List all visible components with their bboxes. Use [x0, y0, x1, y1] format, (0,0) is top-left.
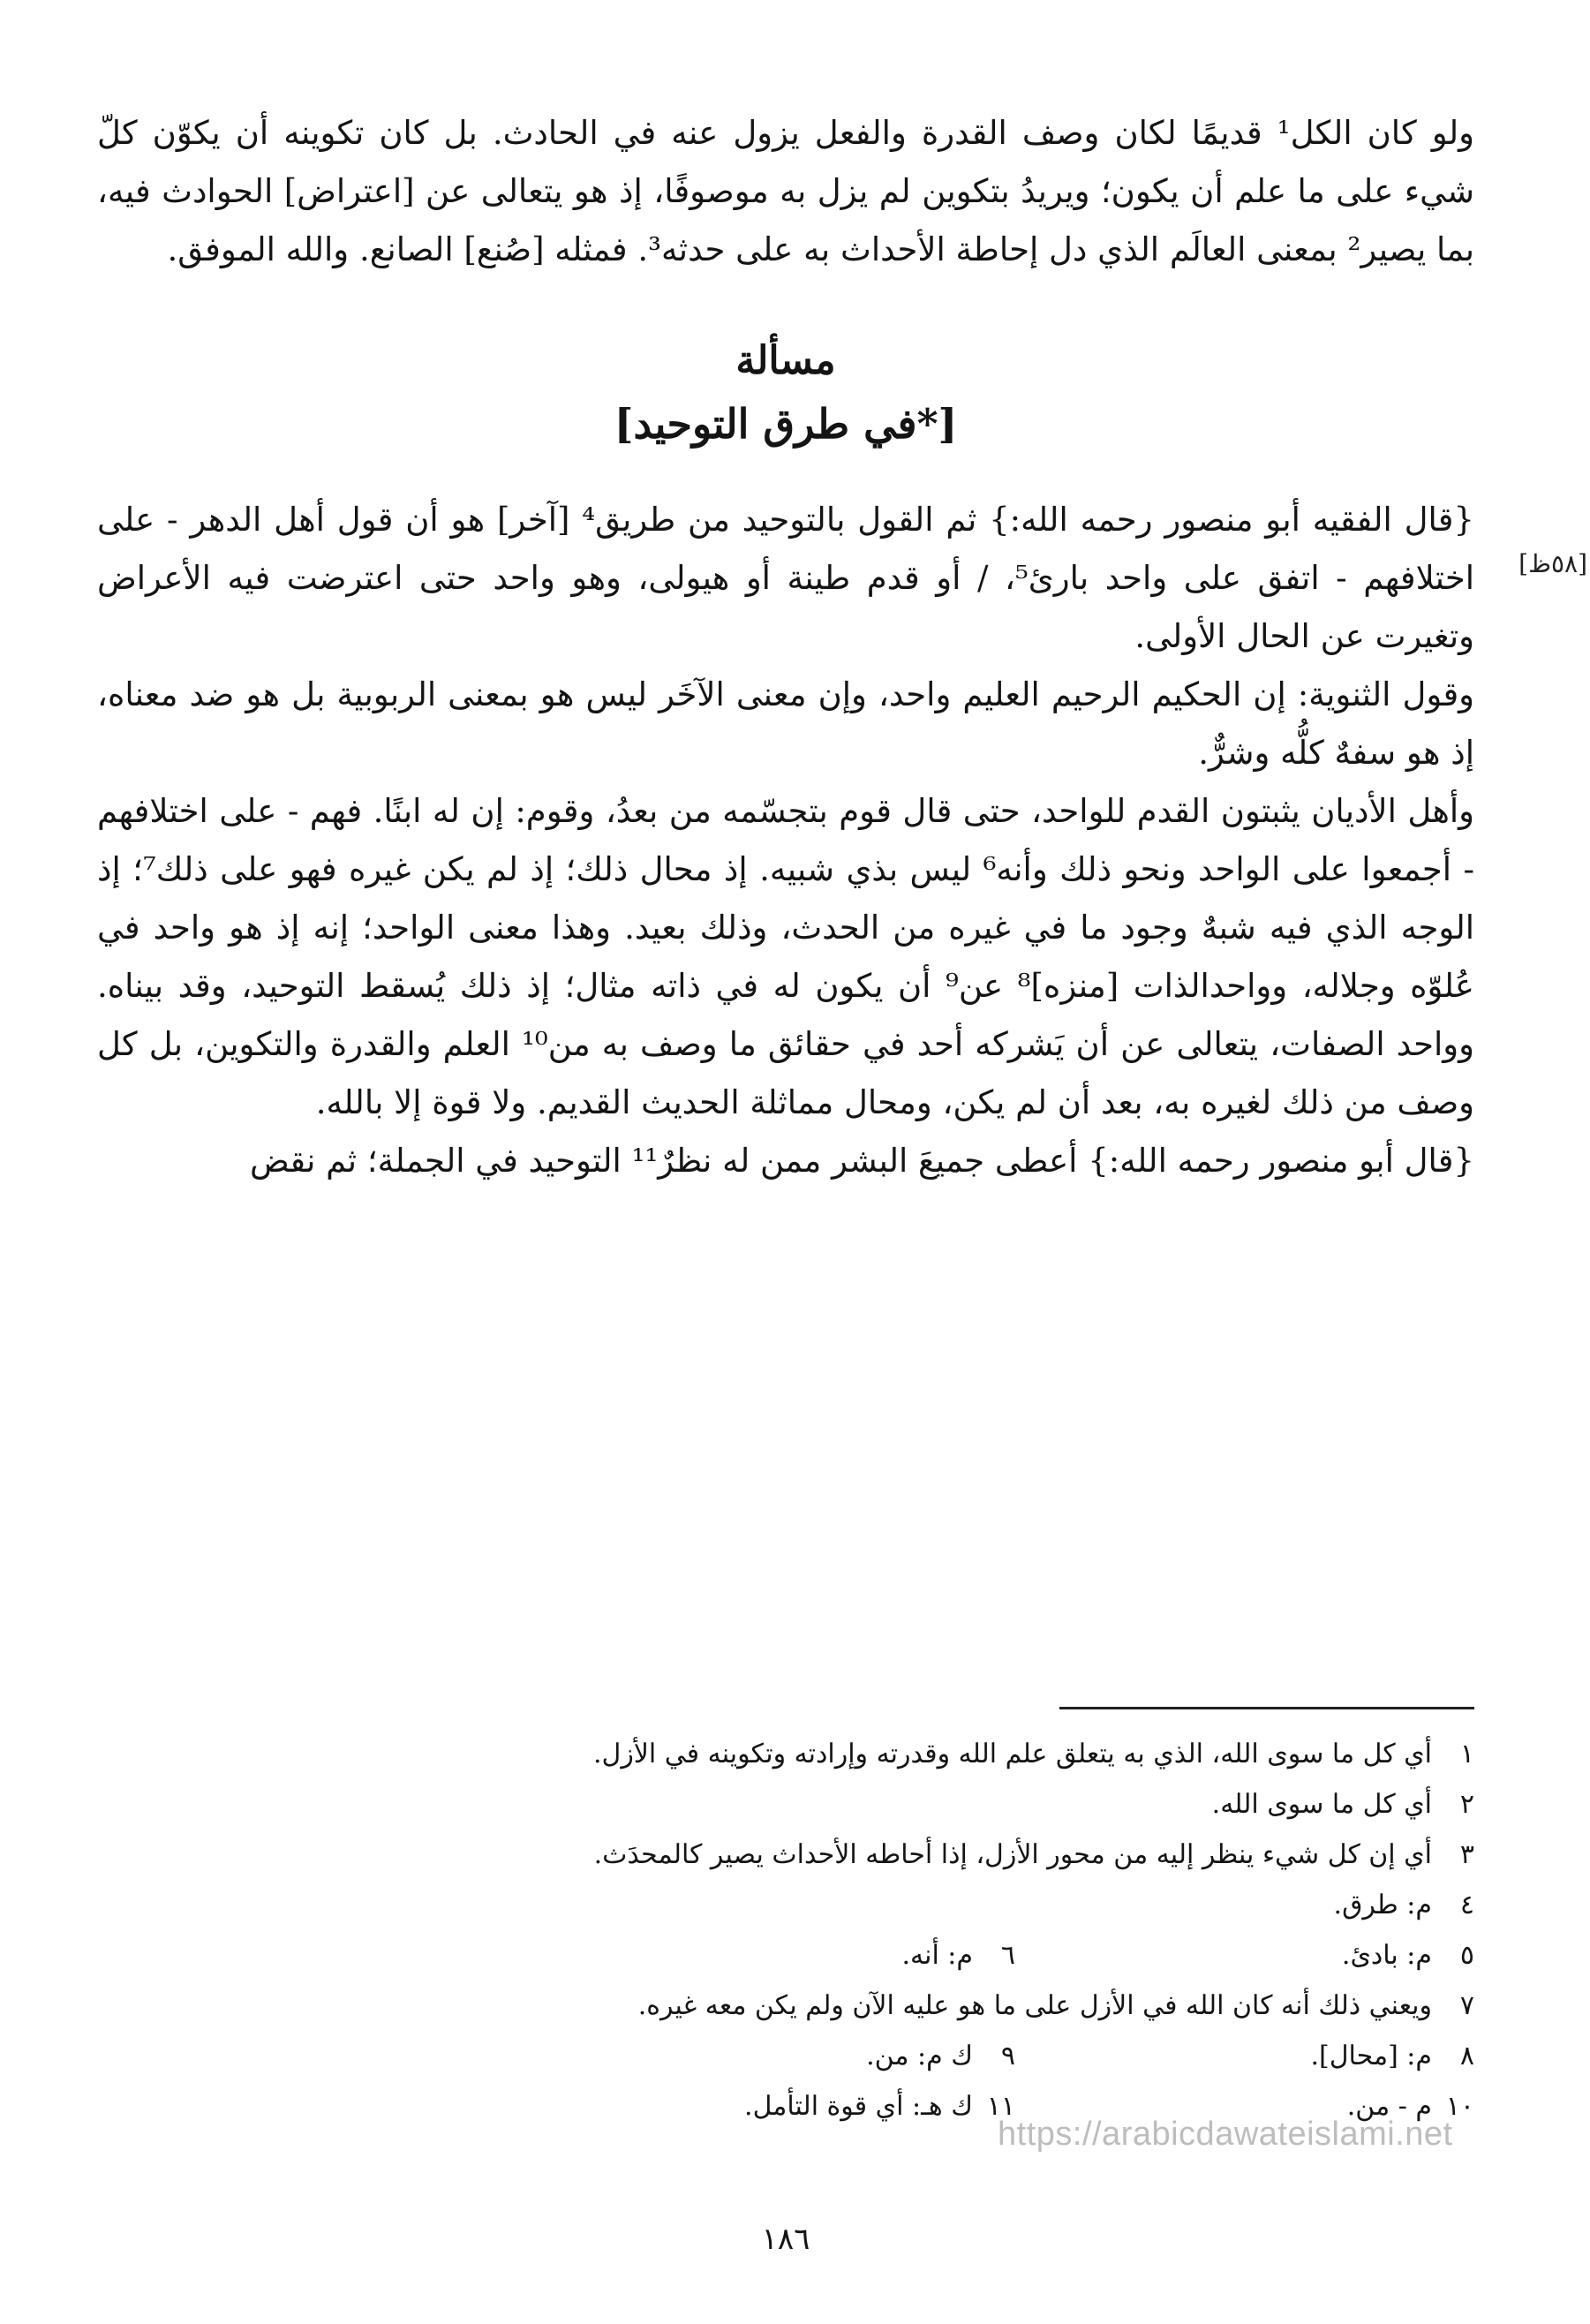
footnote-number: ٤	[1459, 1890, 1474, 1920]
footnote-number: ٢	[1459, 1789, 1474, 1820]
footnote-text: أي كل ما سوى الله.	[1211, 1789, 1432, 1820]
paragraph-body-2: وقول الثنوية: إن الحكيم الرحيم العليم واحد، وإن معنى الآخَر ليس هو بمعنى الربوبية بل هو ضد معناه، إذ هو سفهٌ كلُّه وشرٌّ.	[97, 675, 1474, 772]
footnote-number: ٦	[1000, 1940, 1015, 1971]
footnote-text: م: أنه.	[901, 1940, 973, 1971]
footnote-number: ٥	[1459, 1940, 1474, 1971]
watermark-url: https://arabicdawateislami.net	[998, 2116, 1453, 2153]
book-page	[97, 104, 1587, 2294]
manuscript-folio-note: [٥٨ظ]	[1518, 549, 1587, 578]
footnote-text: م: [محال].	[1310, 2041, 1432, 2071]
footnote-11	[556, 2081, 1015, 2132]
footnotes	[97, 1729, 1474, 2132]
footnote-text: ك هـ: أي قوة التأمل.	[744, 2091, 973, 2122]
footnote-number: ٨	[1459, 2041, 1474, 2071]
footnote-7	[97, 1981, 1474, 2031]
section-heading-block	[97, 330, 1474, 456]
footnote-pair-8-9	[97, 2031, 1474, 2081]
footnote-number: ١٠	[1445, 2091, 1474, 2122]
footnote-3	[97, 1830, 1474, 1880]
footnote-text: أي كل ما سوى الله، الذي به يتعلق علم الله وقدرته وإرادته وتكوينه في الأزل.	[592, 1739, 1432, 1769]
footnote-number: ١١	[986, 2091, 1015, 2122]
footnote-2	[97, 1779, 1474, 1830]
footnote-5	[1015, 1930, 1474, 1981]
section-subheading: [في طرق التوحيد*]	[614, 400, 958, 448]
footnote-number: ٩	[1000, 2041, 1015, 2071]
footnote-9	[556, 2031, 1015, 2081]
footnote-pair-5-6	[97, 1930, 1474, 1981]
footnote-number: ١	[1459, 1739, 1474, 1769]
footnote-4	[97, 1880, 1474, 1930]
footnote-6	[556, 1930, 1015, 1981]
footnote-1	[97, 1729, 1474, 1779]
footnote-text: ك م: من.	[866, 2041, 973, 2071]
footnote-text: ويعني ذلك أنه كان الله في الأزل على ما هو عليه الآن ولم يكن معه غيره.	[637, 1990, 1432, 2021]
paragraph-top-1: ولو كان الكل¹ قديمًا لكان وصف القدرة والفعل يزول عنه في الحادث. بل كان تكوينه أن يكوّن كلّ شيء على ما علم أن يكون؛ ويريدُ بتكوين لم يزل به موصوفًا، إذ هو يتعالى عن [اعتراض] الحوادث فيه، بما يصير² بمعنى العالَم الذي دل إحاطة الأحداث به على حدثه³. فمثله [صُنع] الصانع. والله الموفق.	[97, 114, 1474, 268]
top-paragraph-block	[97, 104, 1474, 279]
footnote-separator	[1059, 1707, 1474, 1709]
body-paragraph-block	[97, 491, 1587, 1190]
footnote-number: ٧	[1459, 1990, 1474, 2021]
footnote-text: م: بادئ.	[1341, 1940, 1432, 1971]
paragraph-body-3: وأهل الأديان يثبتون القدم للواحد، حتى قال قوم بتجسّمه من بعدُ، وقوم: إن له ابنًا. فهم - على اختلافهم - أجمعوا على الواحد ونحو ذلك وأنه⁶ ليس بذي شبيه. إذ محال ذلك؛ إذ لم يكن غيره فهو على ذلك⁷؛ إذ الوجه الذي فيه شبهٌ وجود ما في غيره من الحدث، وذلك بعيد. وهذا معنى الواحد؛ إنه إذ هو واحد في عُلوّه وجلاله، وواحدالذات [منزه]⁸ عن⁹ أن يكون له في ذاته مثال؛ إذ ذلك يُسقط التوحيد، وقد بيناه. وواحد الصفات، يتعالى عن أن يَشركه أحد في حقائق ما وصف به من¹⁰ العلم والقدرة والتكوين، بل كل وصف من ذلك لغيره به، بعد أن لم يكن، ومحال مماثلة الحديث القديم. ولا قوة إلا بالله.	[97, 792, 1475, 1121]
footnote-text: م: طرق.	[1333, 1890, 1432, 1920]
paragraph-body-4: {قال أبو منصور رحمه الله:} أعطى جميعَ البشر ممن له نظرٌ¹¹ التوحيد في الجملة؛ ثم نقض	[250, 1142, 1474, 1180]
footnote-text: م - من.	[1346, 2091, 1432, 2122]
paragraph-body-1: {قال الفقيه أبو منصور رحمه الله:} ثم القول بالتوحيد من طريق⁴ [آخر] هو أن قول أهل الدهر - على اختلافهم - اتفق على واحد بارئ⁵، / أو قدم طينة أو هيولى، وهو واحد حتى اعترضت فيه الأعراض وتغيرت عن الحال الأولى.	[97, 501, 1475, 655]
footnote-number: ٣	[1459, 1839, 1474, 1870]
section-heading: مسألة	[735, 338, 836, 383]
footnote-8	[1015, 2031, 1474, 2081]
footnote-text: أي إن كل شيء ينظر إليه من محور الأزل، إذا أحاطه الأحداث يصير كالمحدَث.	[593, 1839, 1432, 1870]
page-number: ١٨٦	[761, 2222, 810, 2257]
